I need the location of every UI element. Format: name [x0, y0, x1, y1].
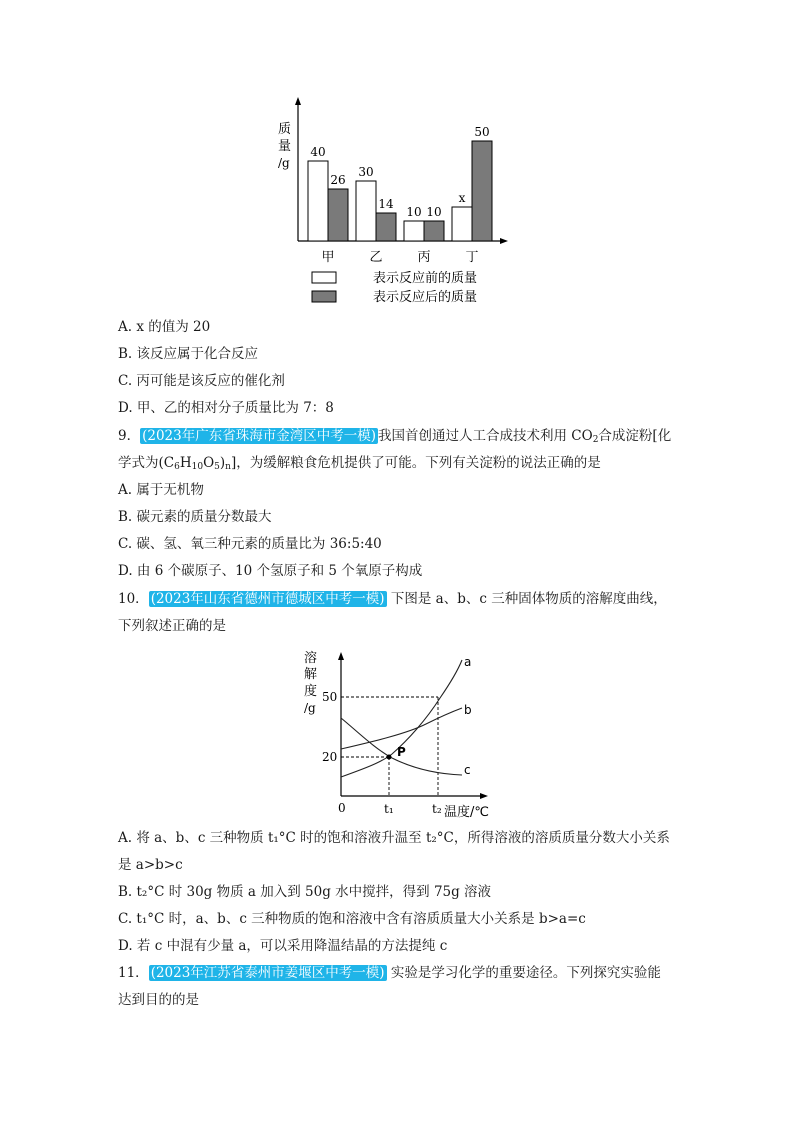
q11-stem-line1: [118, 963, 661, 983]
bar-category-3: 丁: [465, 250, 479, 265]
x-axis-label: 温度/℃: [444, 805, 489, 820]
bar-after-1: [376, 213, 396, 241]
q9-formula-s1: 6: [174, 462, 180, 472]
sol-ylabel-3: 度: [304, 684, 318, 699]
bar-label-before-2: 10: [406, 205, 422, 219]
solubility-chart: [296, 648, 496, 824]
bar-label-after-2: 10: [426, 205, 442, 219]
mass-bar-chart: [270, 95, 530, 310]
bar-category-1: 乙: [369, 250, 383, 265]
q10-option-d: D. 若 c 中混有少量 a，可以采用降温结晶的方法提纯 c: [118, 938, 448, 954]
q9-stem-b: 合成淀粉[化: [598, 428, 672, 444]
curve-a: [341, 660, 462, 777]
q9-formula-b: H: [179, 455, 192, 471]
origin-label: 0: [338, 801, 346, 815]
sol-ylabel-2: 解: [304, 667, 318, 682]
sol-y-arrow: [338, 652, 344, 660]
q9-stem-line2: [118, 453, 601, 477]
q8-option-c: C. 丙可能是该反应的催化剂: [118, 373, 285, 389]
q9-source-tag[interactable]: (2023年广东省珠海市金湾区中考一模): [142, 428, 376, 444]
q11-source-tag[interactable]: (2023年江苏省泰州市姜堰区中考一模): [150, 965, 385, 981]
q10-option-a-line1: A. 将 a、b、c 三种物质 t₁°C 时的饱和溶液升温至 t₂°C，所得溶液的溶质质量分数大小关系: [118, 830, 670, 846]
intersection-point: [387, 755, 392, 760]
q9-formula-d: ): [219, 455, 226, 471]
q11-stem-a: 实验是学习化学的重要途径。下列探究实验能: [386, 965, 661, 981]
q9-formula-e: ]，为缓解粮食危机提供了可能。下列有关淀粉的说法正确的是: [230, 455, 601, 471]
bar-after-3: [472, 141, 492, 241]
q9-option-b: B. 碳元素的质量分数最大: [118, 509, 272, 525]
bar-label-before-3: x: [458, 191, 466, 205]
legend-before-label: 表示反应前的质量: [373, 271, 478, 286]
q9-formula-c: O: [203, 455, 215, 471]
curve-b-label: b: [464, 703, 472, 717]
q8-option-b: B. 该反应属于化合反应: [118, 346, 259, 362]
bar-before-0: [308, 161, 328, 241]
q9-option-d: D. 由 6 个碳原子、10 个氢原子和 5 个氧原子构成: [118, 563, 423, 579]
q10-option-a-line2: 是 a>b>c: [118, 857, 183, 873]
q8-option-a: A. x 的值为 20: [118, 319, 211, 335]
q10-option-b: B. t₂°C 时 30g 物质 a 加入到 50g 水中搅拌，得到 75g 溶液: [118, 884, 492, 900]
bar-before-1: [356, 181, 376, 241]
curve-c-label: c: [464, 763, 471, 777]
bar-ylabel-1: 质: [278, 122, 292, 137]
q9-number: 9．: [118, 428, 141, 444]
q9-stem-a: 我国首创通过人工合成技术利用 CO: [377, 428, 593, 444]
q10-stem-line2: 下列叙述正确的是: [118, 618, 226, 634]
bar-before-2: [404, 221, 424, 241]
y-tick-20: 20: [322, 750, 338, 764]
sol-x-arrow: [480, 793, 488, 799]
bar-after-2: [424, 221, 444, 241]
q11-number: 11．: [118, 965, 149, 981]
q9-option-c: C. 碳、氢、氧三种元素的质量比为 36:5:40: [118, 536, 382, 552]
bar-ylabel-3: /g: [278, 156, 290, 170]
bar-x-arrow: [500, 238, 508, 244]
legend-after-swatch: [312, 291, 336, 302]
point-p-label: P: [397, 745, 406, 759]
q10-stem-a: 下图是 a、b、c 三种固体物质的溶解度曲线，: [386, 591, 667, 607]
bar-label-before-1: 30: [358, 165, 374, 179]
bar-after-0: [328, 189, 348, 241]
bar-label-after-1: 14: [378, 197, 394, 211]
q9-co2-sub: 2: [592, 435, 599, 445]
bar-label-after-0: 26: [330, 173, 346, 187]
q10-source-tag[interactable]: (2023年山东省德州市德城区中考一模): [150, 591, 385, 607]
bar-category-0: 甲: [321, 250, 335, 265]
q8-option-d: D. 甲、乙的相对分子质量比为 7：8: [118, 400, 334, 416]
legend-after-label: 表示反应后的质量: [373, 290, 478, 305]
bar-category-2: 丙: [417, 250, 431, 265]
bar-before-3: [452, 207, 472, 241]
q9-formula-s3: 5: [214, 462, 220, 472]
q10-stem-line1: [118, 589, 667, 609]
q9-option-a: A. 属于无机物: [118, 482, 204, 498]
q9-formula-s2: 10: [191, 462, 204, 472]
sol-ylabel-1: 溶: [304, 651, 318, 666]
curve-a-label: a: [464, 655, 472, 669]
q10-number: 10．: [118, 591, 149, 607]
q9-formula-a: 学式为(C: [118, 455, 175, 471]
q10-option-c: C. t₁°C 时，a、b、c 三种物质的饱和溶液中含有溶质质量大小关系是 b>a=c: [118, 911, 586, 927]
bar-y-arrow: [295, 97, 301, 105]
q9-formula-s4: n: [225, 462, 231, 472]
sol-ylabel-4: /g: [304, 701, 316, 715]
q9-stem-line1: [118, 426, 671, 450]
legend-before-swatch: [312, 272, 336, 283]
x-tick-t2: t₂: [432, 802, 442, 816]
bar-ylabel-2: 量: [278, 139, 292, 154]
q11-stem-line2: 达到目的的是: [118, 992, 199, 1008]
y-tick-50: 50: [322, 690, 338, 704]
bar-label-after-3: 50: [474, 125, 490, 139]
curve-b: [341, 708, 462, 749]
x-tick-t1: t₁: [384, 802, 394, 816]
bar-label-before-0: 40: [310, 145, 326, 159]
